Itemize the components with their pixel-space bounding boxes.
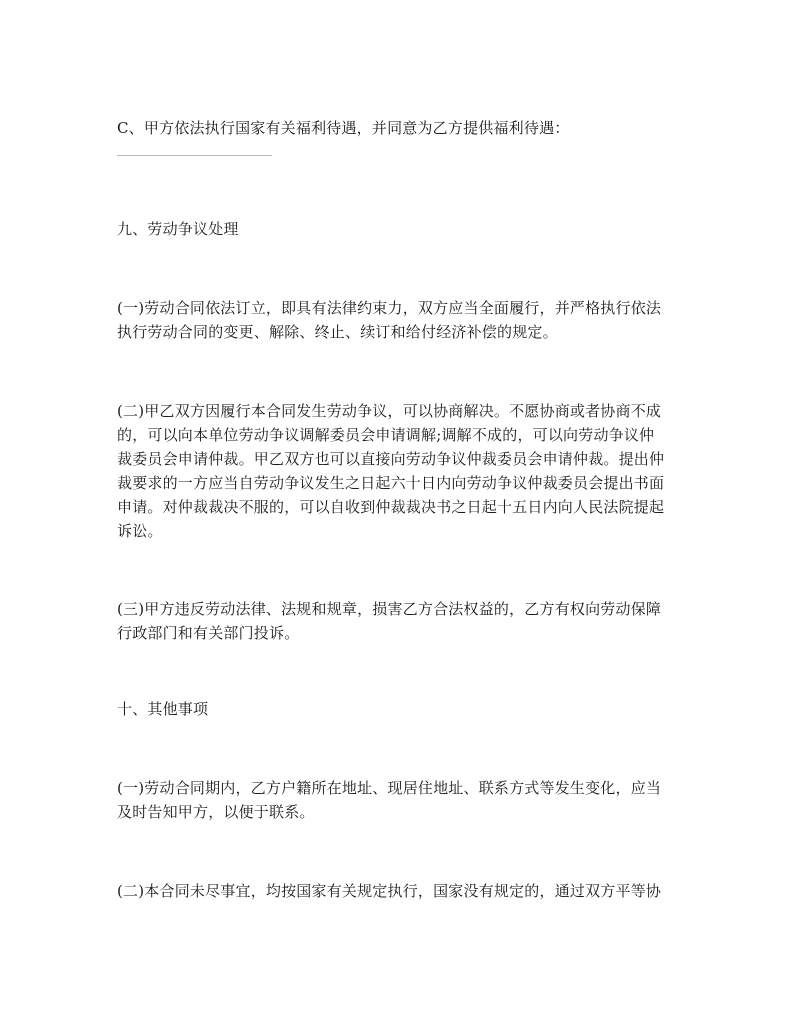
paragraph-line: 及时告知甲方，以便于联系。 <box>117 803 315 821</box>
section-10-heading: 十、其他事项 <box>117 700 209 718</box>
paragraph-line: 申请。对仲裁裁决不服的，可以自收到仲裁裁决书之日起十五日内向人民法院提起 <box>117 498 665 516</box>
paragraph-line: 执行劳动合同的变更、解除、终止、续订和给付经济补偿的规定。 <box>117 323 558 341</box>
paragraph-line: (二)本合同未尽事宜，均按国家有关规定执行，国家没有规定的，通过双方平等协 <box>117 882 662 900</box>
section-9-heading: 九、劳动争议处理 <box>117 220 239 238</box>
fill-in-blank-line <box>117 155 272 156</box>
paragraph-line: (二)甲乙双方因履行本合同发生劳动争议，可以协商解决。不愿协商或者协商不成 <box>117 402 662 420</box>
paragraph-line: 裁要求的一方应当自劳动争议发生之日起六十日内向劳动争议仲裁委员会提出书面 <box>117 474 665 492</box>
paragraph-line: 裁委员会申请仲裁。甲乙双方也可以直接向劳动争议仲裁委员会申请仲裁。提出仲 <box>117 450 665 468</box>
paragraph-line: 的，可以向本单位劳动争议调解委员会申请调解;调解不成的，可以向劳动争议仲 <box>117 426 655 444</box>
welfare-clause: C、甲方依法执行国家有关福利待遇，并同意为乙方提供福利待遇： <box>117 119 570 137</box>
paragraph-line: (一)劳动合同依法订立，即具有法律约束力，双方应当全面履行，并严格执行依法 <box>117 299 662 317</box>
paragraph-line: (三)甲方违反劳动法律、法规和规章，损害乙方合法权益的，乙方有权向劳动保障 <box>117 600 662 618</box>
paragraph-line: 诉讼。 <box>117 522 163 540</box>
paragraph-line: (一)劳动合同期内，乙方户籍所在地址、现居住地址、联系方式等发生变化，应当 <box>117 779 662 797</box>
paragraph-line: 行政部门和有关部门投诉。 <box>117 624 300 642</box>
